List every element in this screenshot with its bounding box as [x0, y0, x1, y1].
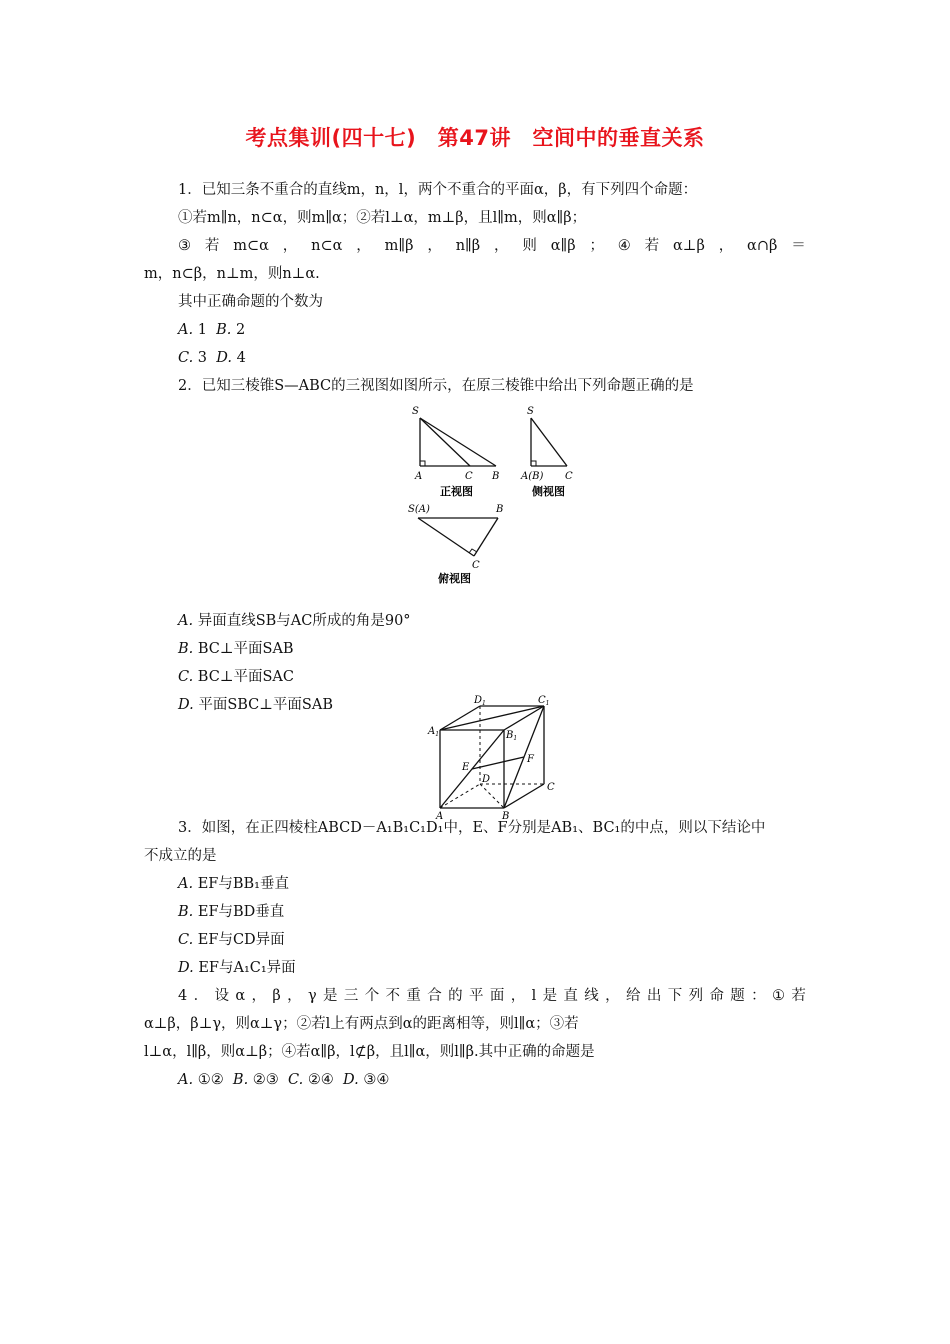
- q2-option-d-line: [178, 695, 333, 715]
- prism-figure: [422, 692, 562, 822]
- q3-option-b-line: [178, 902, 284, 922]
- q4-line1-part: ，: [510, 988, 526, 1004]
- q4-line1-part: 的: [448, 988, 463, 1004]
- q1-option-a-label: A.: [178, 322, 194, 338]
- q4-line1-part: 合: [427, 988, 442, 1004]
- q2-option-b-line: [178, 639, 294, 659]
- q3-option-c-label: C.: [178, 932, 194, 948]
- q4-line1-part: 个: [364, 988, 380, 1004]
- q2-option-d: 平面SBC⊥平面SAB: [198, 697, 333, 713]
- label-c: C: [547, 782, 555, 793]
- q4-line1-part: 面: [489, 988, 505, 1004]
- q1-line3-part: m∥β: [384, 238, 414, 254]
- top-view: [418, 518, 498, 556]
- side-view-edge-sc: [531, 418, 567, 466]
- q1-line1: 1．已知三条不重合的直线m，n，l，两个不重合的平面α，β，有下列四个命题：: [178, 182, 698, 198]
- label-d1: $D_1$: [474, 695, 486, 707]
- top-view-edge-sc: [418, 518, 474, 556]
- q4-line1-part: 是: [542, 988, 558, 1004]
- q1-option-b-label: B.: [216, 322, 232, 338]
- three-view-figure: [400, 398, 590, 590]
- q3-stem-line1: 3．如图，在正四棱柱ABCD－A₁B₁C₁D₁中，E、F分别是AB₁、BC₁的中点，则以下结论中: [178, 820, 766, 836]
- q2-option-d-label: D.: [178, 697, 194, 713]
- q1-line3-part: n⊂α: [311, 238, 343, 254]
- q1-option-d-label: D.: [216, 350, 232, 366]
- q3-stem-line2: 不成立的是: [144, 848, 217, 864]
- q4-line1-part: 线: [584, 988, 599, 1004]
- front-view-edge-sb: [420, 418, 496, 466]
- label-a1: $A_1$: [428, 726, 440, 738]
- q4-line1: [178, 986, 806, 1006]
- q1-prompt: 其中正确命题的个数为: [178, 294, 323, 310]
- q4-line1-part: l: [531, 988, 537, 1004]
- q3-option-d-label: D.: [178, 960, 194, 976]
- hidden-edge-db: [480, 784, 504, 808]
- q2-option-a-label: A.: [178, 613, 194, 629]
- q4-line1-part: ①: [772, 988, 786, 1004]
- q1-line3-part: ＝: [791, 238, 806, 254]
- q4-option-d: ③④: [363, 1072, 390, 1088]
- q1-line3: [178, 236, 806, 256]
- q4-line1-part: 不: [385, 988, 401, 1004]
- q3-option-a-label: A.: [178, 876, 194, 892]
- q2-option-b-label: B.: [178, 641, 194, 657]
- q4-option-a: ①②: [197, 1072, 224, 1088]
- side-label-s: S: [527, 406, 534, 417]
- label-f: F: [527, 754, 534, 765]
- q4-option-c: ②④: [307, 1072, 334, 1088]
- q2-option-c-label: C.: [178, 669, 194, 685]
- side-view-caption: 侧视图: [532, 485, 565, 498]
- q1-line3-part: ，: [356, 238, 371, 254]
- top-label-sa: S(A): [408, 504, 430, 515]
- q4-line1-part: 设: [214, 988, 229, 1004]
- q4-option-d-label: D.: [343, 1072, 359, 1088]
- q3-option-b: EF与BD垂直: [197, 904, 285, 920]
- front-label-a: A: [415, 471, 423, 482]
- q1-line3-part: ，: [718, 238, 734, 254]
- q3-option-d-line: [178, 958, 296, 978]
- q4-line1-part: ，: [287, 988, 302, 1004]
- q1-line3-part: 若: [644, 238, 660, 254]
- q1-option-c-label: C.: [178, 350, 194, 366]
- q1-line3-part: ，: [282, 238, 298, 254]
- q4-line1-part: 重: [406, 988, 421, 1004]
- q1-option-b: 2: [236, 322, 246, 338]
- q1-line3-part: ③: [178, 238, 191, 254]
- q2-option-a-line: [178, 611, 411, 631]
- edge-bc: [504, 784, 544, 808]
- q1-line3-part: α∥β: [550, 238, 576, 254]
- q4-line1-part: ．: [193, 988, 209, 1004]
- q4-line1-part: ，: [251, 988, 266, 1004]
- edge-d1a1: [440, 706, 480, 730]
- q4-line1-part: ：: [751, 988, 766, 1004]
- q4-line1-part: 三: [343, 988, 359, 1004]
- side-label-ab: A(B): [521, 471, 544, 482]
- edge-b1c1: [504, 706, 544, 730]
- q1-options-cd: [178, 348, 246, 368]
- q4-line1-part: ，: [605, 988, 620, 1004]
- q1-options-ab: [178, 320, 245, 340]
- q4-line1-part: 出: [646, 988, 662, 1004]
- q2-option-b: BC⊥平面SAB: [197, 641, 294, 657]
- q1-line3-part: α⊥β: [673, 238, 705, 254]
- q4-line1-part: 给: [626, 988, 641, 1004]
- q4-line1-part: 命: [709, 988, 724, 1004]
- q4-option-b-label: B.: [232, 1072, 249, 1088]
- side-view: [531, 418, 567, 466]
- label-e: E: [462, 762, 470, 773]
- q1-line3-part: ，: [427, 238, 442, 254]
- q4-line2: α⊥β，β⊥γ，则α⊥γ；②若l上有两点到α的距离相等，则l∥α；③若: [144, 1016, 579, 1032]
- q4-option-a-label: A.: [178, 1072, 194, 1088]
- q3-option-c: EF与CD异面: [197, 932, 285, 948]
- label-c1: $C_1$: [538, 695, 550, 707]
- front-label-b: B: [492, 471, 500, 482]
- hidden-edge-ad: [440, 784, 480, 808]
- q1-option-d: 4: [236, 350, 246, 366]
- top-view-edge-bc: [474, 518, 498, 556]
- side-view-right-angle: [531, 461, 536, 466]
- front-label-s: S: [412, 406, 419, 417]
- top-view-caption: 俯视图: [438, 572, 471, 585]
- q4-line1-part: 下: [667, 988, 683, 1004]
- q1-line3-part: ；: [589, 238, 604, 254]
- q1-line4: m，n⊂β，n⊥m，则n⊥α.: [144, 266, 320, 282]
- q1-line3-part: 若: [204, 238, 220, 254]
- q4-option-b: ②③: [252, 1072, 279, 1088]
- q4-line3: l⊥α，l∥β，则α⊥β；④若α∥β，l⊄β，且l∥α，则l∥β.其中正确的命题是: [144, 1044, 595, 1060]
- q3-option-d: EF与A₁C₁异面: [198, 960, 296, 976]
- label-b: B: [502, 811, 510, 822]
- q3-option-a-line: [178, 874, 289, 894]
- top-label-c: C: [472, 560, 480, 571]
- q1-option-c: 3: [197, 350, 208, 366]
- q4-line1-part: β: [272, 988, 281, 1004]
- q3-option-b-label: B.: [178, 904, 194, 920]
- q1-line3-part: ，: [493, 238, 509, 254]
- q4-line1-part: 直: [563, 988, 578, 1004]
- q4-line1-part: 若: [791, 988, 806, 1004]
- q4-line1-part: 4: [178, 988, 188, 1004]
- label-a: A: [436, 811, 444, 822]
- q4-options: [178, 1070, 389, 1090]
- q2-stem: 2．已知三棱锥S—ABC的三视图如图所示，在原三棱锥中给出下列命题正确的是: [178, 378, 694, 394]
- q1-line3-part: n∥β: [455, 238, 481, 254]
- q1-line3-part: α∩β: [747, 238, 778, 254]
- q1-option-a: 1: [197, 322, 207, 338]
- front-view-right-angle: [420, 461, 425, 466]
- front-view-edge-sc: [420, 418, 470, 466]
- q4-line1-part: 列: [688, 988, 704, 1004]
- q3-option-c-line: [178, 930, 285, 950]
- q4-line1-part: 平: [468, 988, 484, 1004]
- front-view: [420, 418, 496, 466]
- label-d: D: [482, 774, 491, 785]
- q1-line3-part: ④: [617, 238, 631, 254]
- q4-line1-part: 题: [730, 988, 745, 1004]
- front-view-caption: 正视图: [440, 485, 473, 498]
- page-title: 考点集训(四十七) 第47讲 空间中的垂直关系: [245, 126, 705, 150]
- q4-line1-part: α: [235, 988, 246, 1004]
- q4-line1-part: γ: [307, 988, 317, 1004]
- q1-line3-part: 则: [522, 238, 537, 254]
- q3-option-a: EF与BB₁垂直: [197, 876, 289, 892]
- label-b1: $B_1$: [506, 730, 518, 742]
- q2-option-c-line: [178, 667, 294, 687]
- side-label-c: C: [565, 471, 573, 482]
- q4-line1-part: 是: [322, 988, 338, 1004]
- q1-line3-part: m⊂α: [233, 238, 269, 254]
- q2-option-c: BC⊥平面SAC: [197, 669, 294, 685]
- q1-line2: ①若m∥n，n⊂α，则m∥α；②若l⊥α，m⊥β，且l∥m，则α∥β；: [178, 210, 587, 226]
- top-label-b: B: [496, 504, 504, 515]
- q4-option-c-label: C.: [288, 1072, 304, 1088]
- diagonal-a1c1: [440, 706, 544, 730]
- front-label-c: C: [465, 471, 473, 482]
- q2-option-a: 异面直线SB与AC所成的角是90°: [197, 613, 411, 629]
